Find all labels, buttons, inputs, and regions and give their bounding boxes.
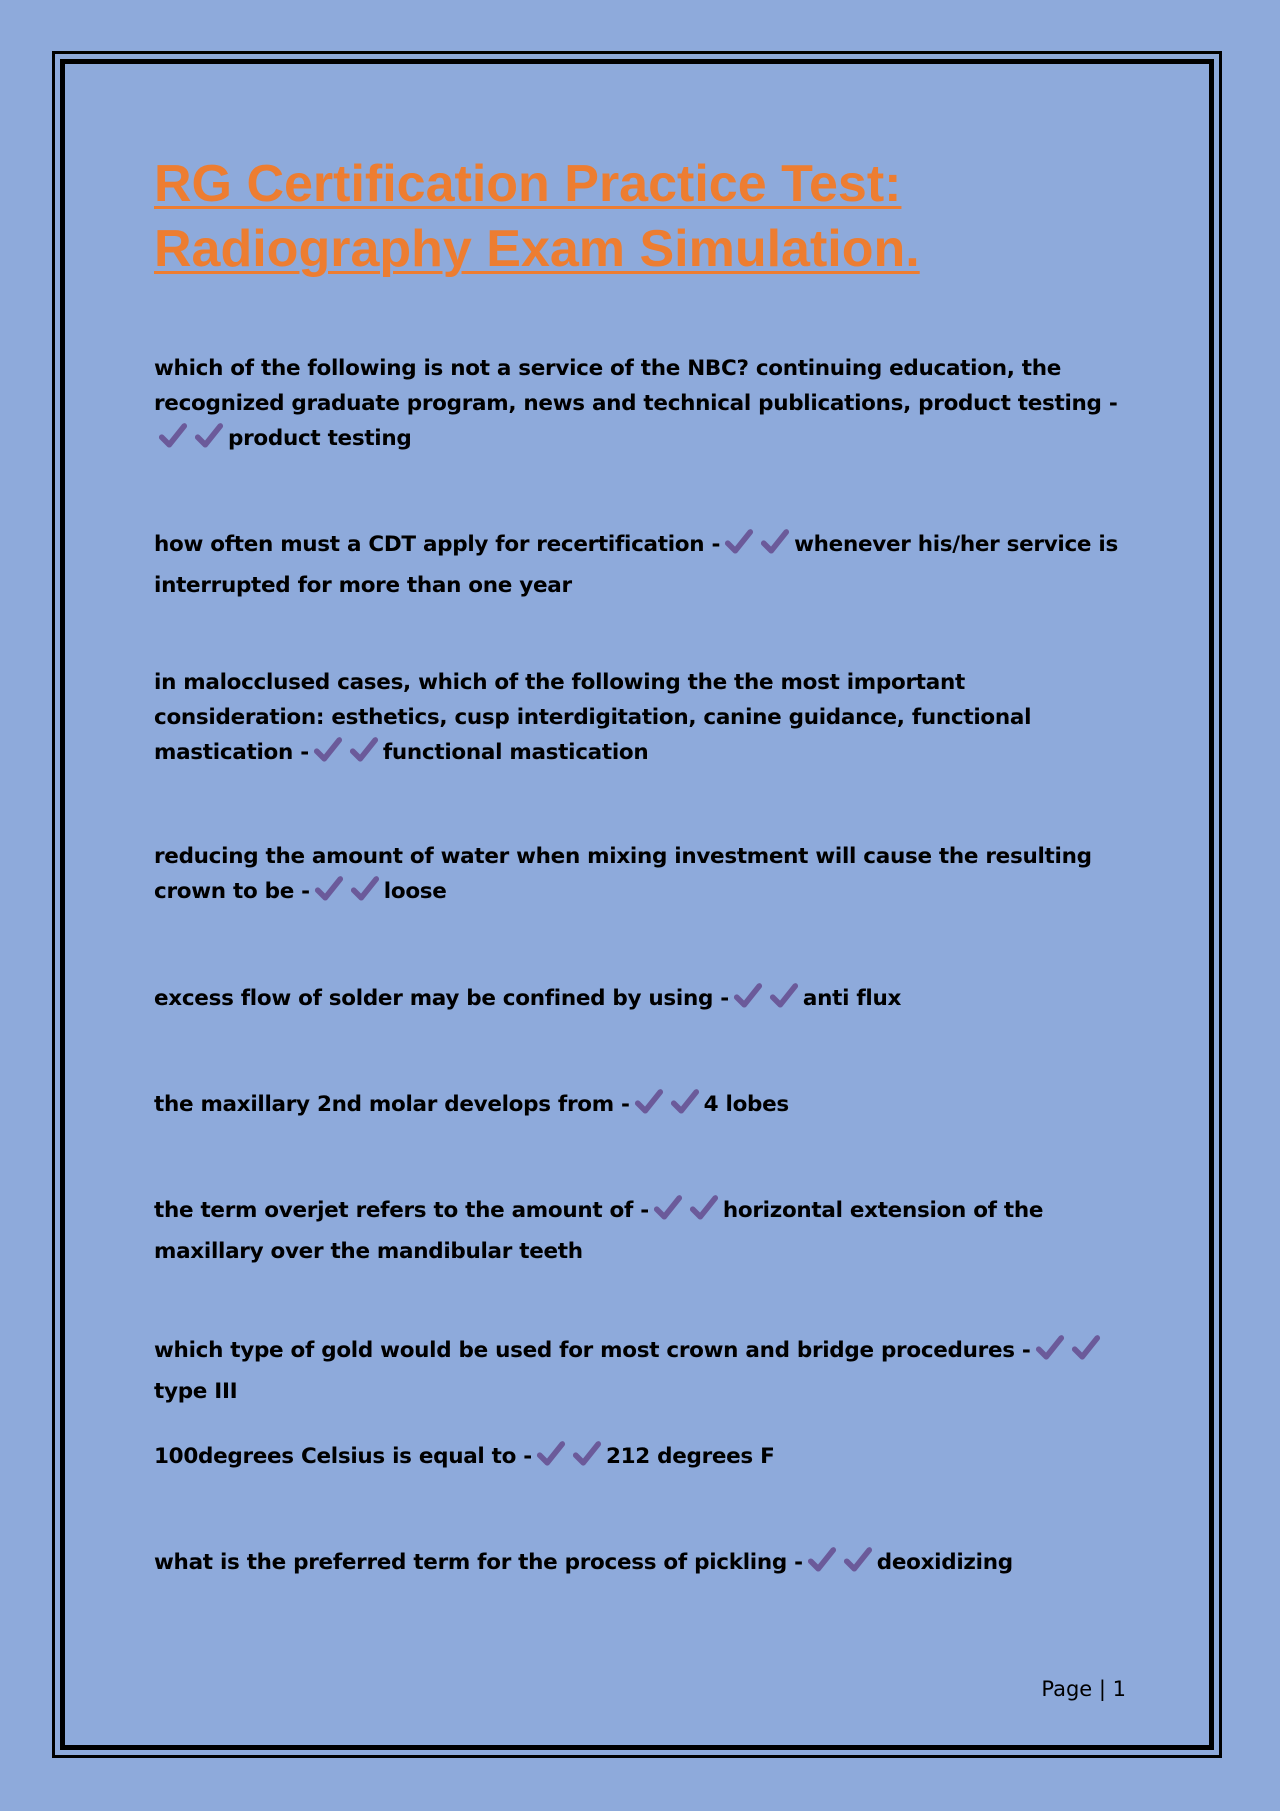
check-marks <box>1035 1333 1101 1374</box>
check-marks <box>634 1087 700 1128</box>
question-text: excess flow of solder may be confined by using - <box>154 986 729 1011</box>
check-mark-icon <box>536 1439 566 1469</box>
check-mark-icon <box>350 874 380 904</box>
qa-item-7 <box>154 1193 1124 1269</box>
qa-item-3 <box>154 665 1124 776</box>
answer-text: functional mastication <box>382 740 649 765</box>
question-text: how often must a CDT apply for recertification - <box>154 532 721 557</box>
check-marks <box>158 421 224 462</box>
page-number: Page | 1 <box>1041 1677 1126 1701</box>
qa-item-2 <box>154 527 1124 603</box>
check-marks <box>724 527 790 568</box>
check-marks <box>314 874 380 915</box>
answer-text: loose <box>383 879 447 904</box>
check-marks <box>807 1545 873 1586</box>
check-mark-icon <box>572 1439 602 1469</box>
check-mark-icon <box>724 527 754 557</box>
check-mark-icon <box>670 1087 700 1117</box>
question-text: reducing the amount of water when mixing investment will cause the resulting crown to be - <box>154 844 1092 904</box>
answer-text: anti flux <box>802 986 902 1011</box>
check-mark-icon <box>769 981 799 1011</box>
answer-text: 212 degrees F <box>605 1444 775 1469</box>
answer-text: deoxidizing <box>876 1550 1013 1575</box>
check-marks <box>733 981 799 1022</box>
question-text: the maxillary 2nd molar develops from - <box>154 1092 630 1117</box>
answer-text: horizontal extension of the maxillary over the mandibular teeth <box>154 1198 1044 1264</box>
check-mark-icon <box>349 735 379 765</box>
qa-item-1 <box>154 351 1124 462</box>
check-mark-icon <box>314 874 344 904</box>
check-mark-icon <box>1035 1333 1065 1363</box>
check-mark-icon <box>1071 1333 1101 1363</box>
qa-item-9 <box>154 1439 1124 1480</box>
check-mark-icon <box>634 1087 664 1117</box>
answer-text: product testing <box>228 426 412 451</box>
check-mark-icon <box>313 735 343 765</box>
question-text: 100degrees Celsius is equal to - <box>154 1444 532 1469</box>
check-marks <box>313 735 379 776</box>
question-text: which of the following is not a service of the NBC? continuing education, the recognized graduate program, news and technical publications, product testing - <box>154 356 1118 416</box>
check-mark-icon <box>158 421 188 451</box>
title-line-2: Radiography Exam Simulation. <box>154 220 920 278</box>
qa-item-5 <box>154 981 1124 1022</box>
answer-text: whenever his/her service is interrupted for more than one year <box>154 532 1118 598</box>
qa-item-4 <box>154 839 1124 915</box>
check-mark-icon <box>807 1545 837 1575</box>
check-mark-icon <box>843 1545 873 1575</box>
check-mark-icon <box>760 527 790 557</box>
answer-text: type III <box>154 1379 238 1404</box>
question-text: what is the preferred term for the process of pickling - <box>154 1550 803 1575</box>
qa-item-8 <box>154 1333 1124 1409</box>
question-text: the term overjet refers to the amount of - <box>154 1198 649 1223</box>
title-line-1: RG Certification Practice Test: <box>154 155 902 213</box>
check-mark-icon <box>653 1193 683 1223</box>
question-text: in malocclused cases, which of the following the the most important consideration: esthetics, cusp interdigitation, canine guidance, functional mastication - <box>154 670 1032 765</box>
check-mark-icon <box>733 981 763 1011</box>
answer-text: 4 lobes <box>703 1092 789 1117</box>
question-text: which type of gold would be used for most crown and bridge procedures - <box>154 1338 1031 1363</box>
check-marks <box>536 1439 602 1480</box>
qa-item-10 <box>154 1545 1124 1586</box>
check-marks <box>653 1193 719 1234</box>
qa-item-6 <box>154 1087 1124 1128</box>
document-title <box>154 152 1154 282</box>
check-mark-icon <box>194 421 224 451</box>
check-mark-icon <box>689 1193 719 1223</box>
